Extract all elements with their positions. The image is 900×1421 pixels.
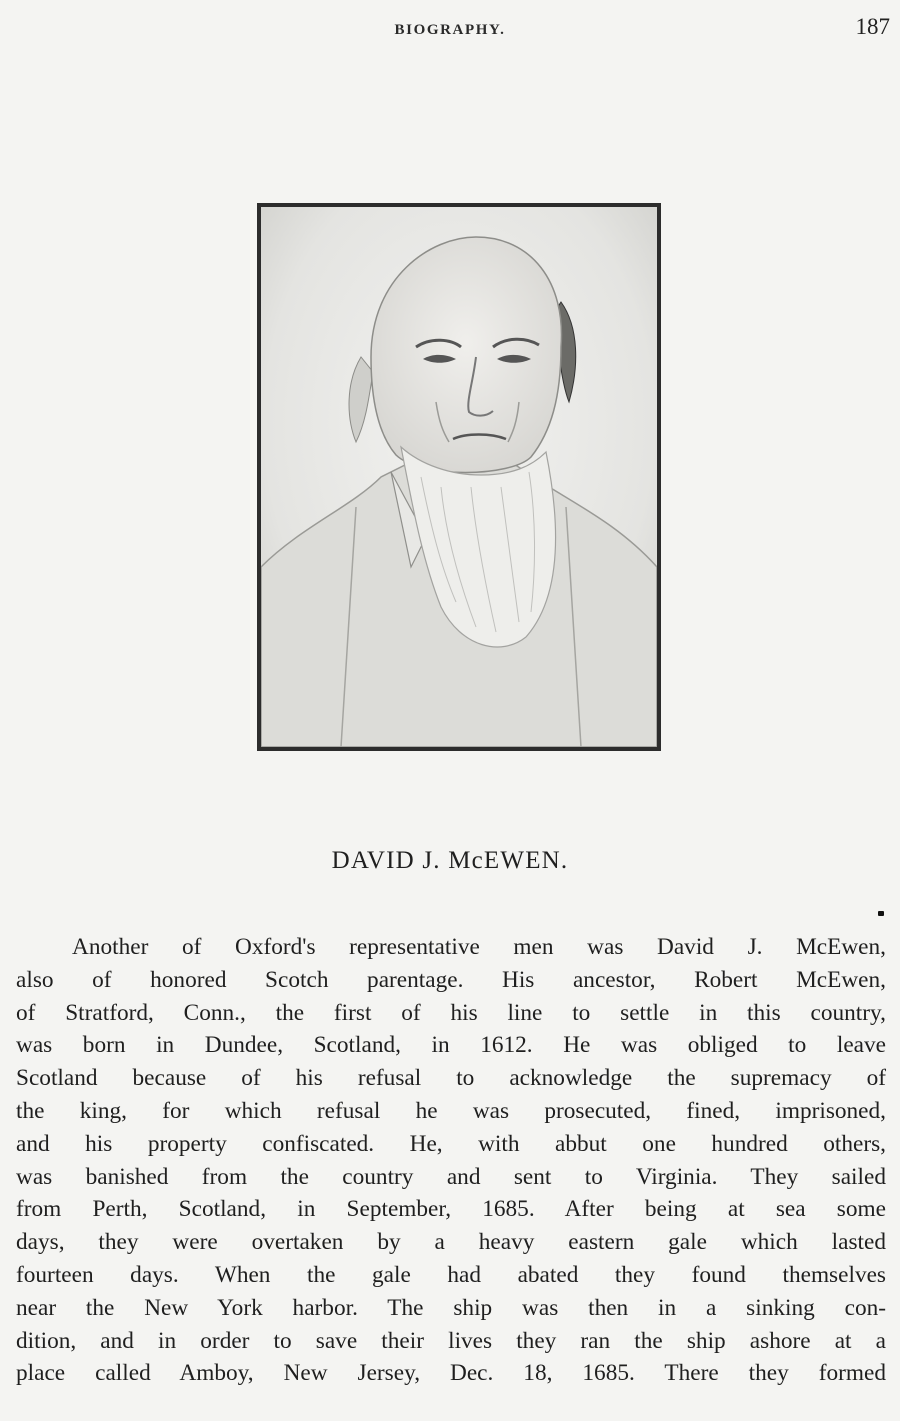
text-line: dition, and in order to save their lives they ran the ship ashore at a [16,1327,886,1354]
portrait-photo [257,203,661,751]
running-head: BIOGRAPHY. [394,22,506,38]
text-line: days, they were overtaken by a heavy eastern gale which lasted [16,1229,886,1256]
text-line: also of honored Scotch parentage. His ancestor, Robert McEwen, [16,966,886,993]
text-line: was born in Dundee, Scotland, in 1612. He was obliged to leave [16,1032,886,1059]
page-number: 187 [855,14,890,39]
text-line: place called Amboy, New Jersey, Dec. 18, 1685. There they formed [16,1360,886,1387]
text-line: from Perth, Scotland, in September, 1685. After being at sea some [16,1196,886,1223]
text-line: Another of Oxford's representative men was David J. McEwen, [72,934,886,960]
subject-name-heading: DAVID J. McEWEN. [331,847,569,874]
text-line: Scotland because of his refusal to acknowledge the supremacy of [16,1065,886,1092]
text-line: near the New York harbor. The ship was then in a sinking con- [16,1294,886,1321]
text-line: and his property confiscated. He, with abbut one hundred others, [16,1130,886,1157]
text-line: fourteen days. When the gale had abated they found themselves [16,1261,886,1288]
text-line: was banished from the country and sent to Virginia. They sailed [16,1163,886,1190]
engraved-portrait-of-bearded-man-icon [261,207,657,747]
text-line: of Stratford, Conn., the first of his line to settle in this country, [16,999,886,1026]
text-line: the king, for which refusal he was prosecuted, fined, imprisoned, [16,1097,886,1124]
ink-speck [878,911,884,916]
biography-body [16,931,886,1390]
